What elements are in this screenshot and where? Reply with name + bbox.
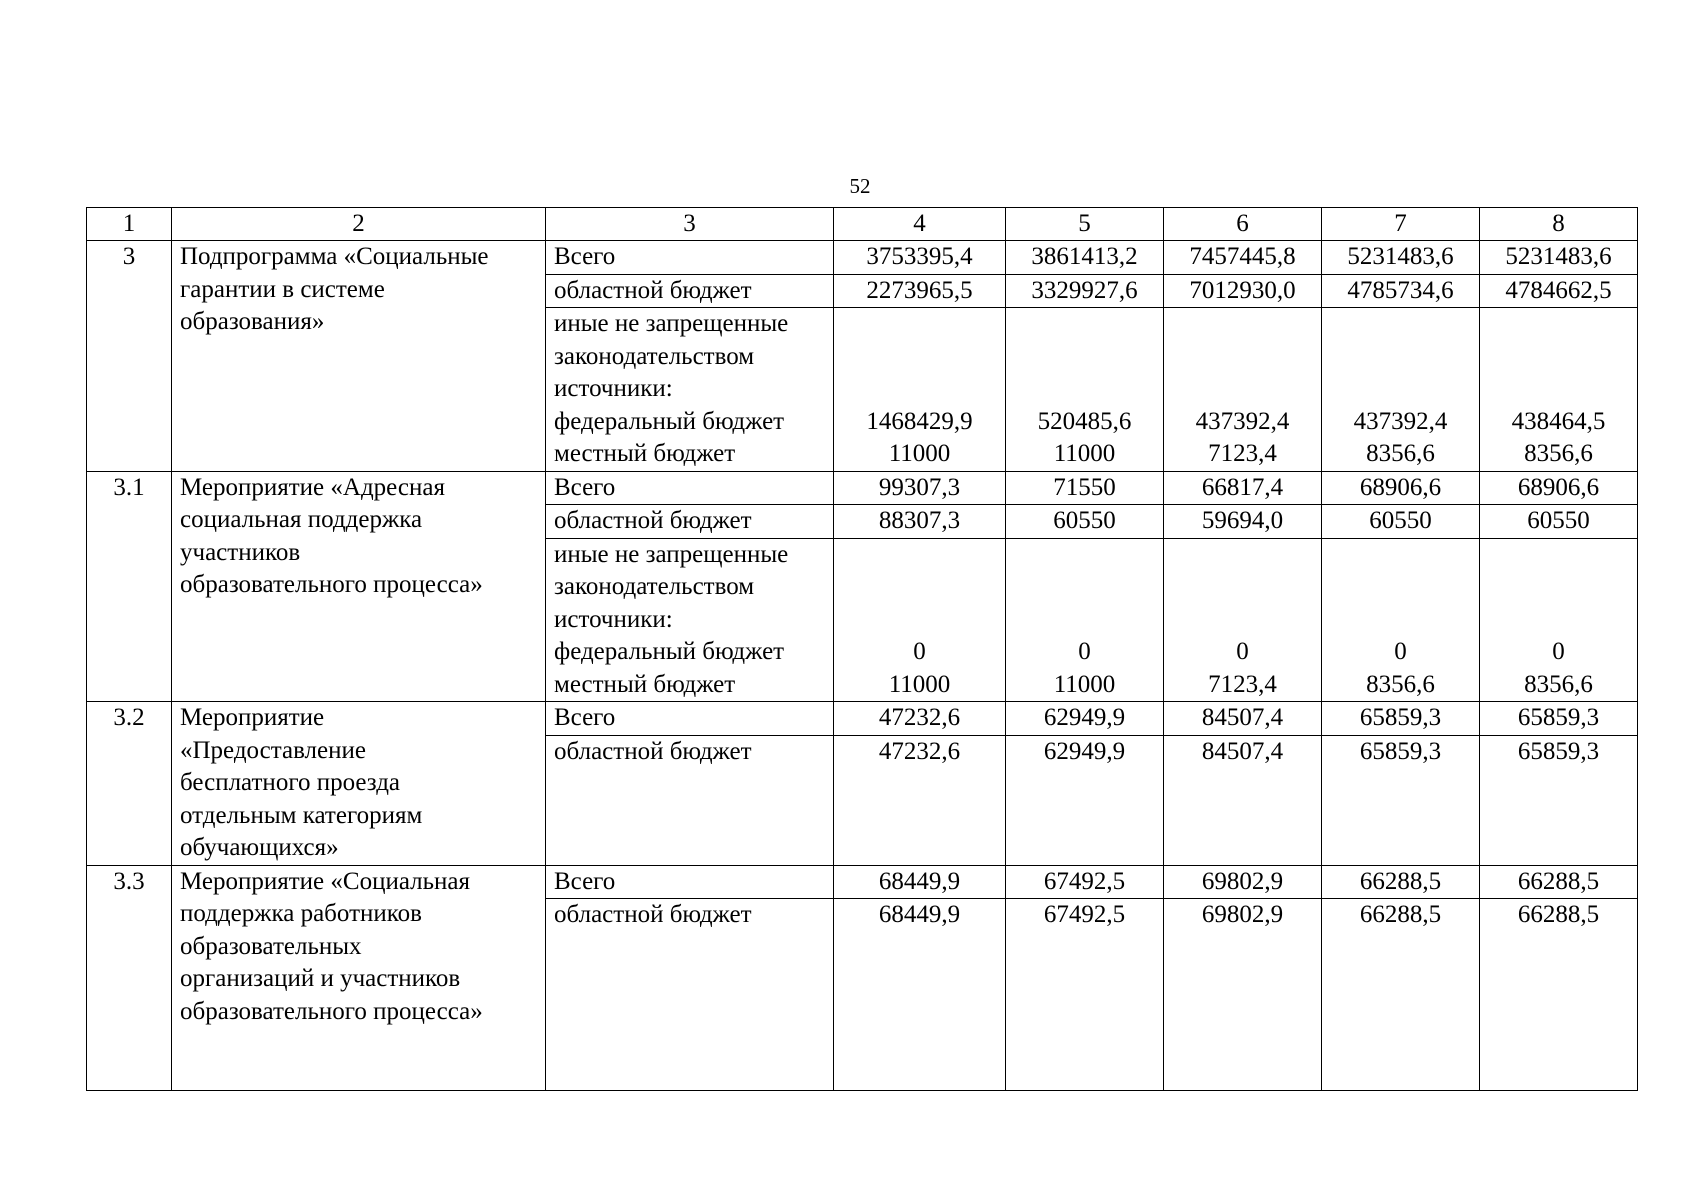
column-header: 5 (1006, 208, 1164, 241)
value-cell: 1468429,9 11000 (834, 308, 1006, 472)
program-name: Мероприятие «Социальная поддержка работников образовательных организаций и участников образовательного процесса» (172, 865, 546, 1090)
funding-source: иные не запрещенные законодательством источники: федеральный бюджет местный бюджет (546, 538, 834, 702)
column-header-row (87, 208, 1638, 241)
value-cell: 84507,4 (1164, 735, 1322, 865)
value-cell: 2273965,5 (834, 274, 1006, 308)
value-cell: 66288,5 (1480, 865, 1638, 899)
program-name: Мероприятие «Адресная социальная поддержка участников образовательного процесса» (172, 471, 546, 702)
column-header: 6 (1164, 208, 1322, 241)
program-name: Подпрограмма «Социальные гарантии в системе образования» (172, 241, 546, 472)
row-index: 3.3 (87, 865, 172, 1090)
value-cell: 62949,9 (1006, 702, 1164, 736)
budget-table (86, 207, 1638, 1091)
value-cell: 437392,4 8356,6 (1322, 308, 1480, 472)
value-cell: 88307,3 (834, 505, 1006, 539)
value-cell: 65859,3 (1480, 702, 1638, 736)
value-cell: 47232,6 (834, 702, 1006, 736)
value-cell: 59694,0 (1164, 505, 1322, 539)
column-header: 7 (1322, 208, 1480, 241)
value-cell: 71550 (1006, 471, 1164, 505)
funding-source: Всего (546, 702, 834, 736)
value-cell: 68449,9 (834, 865, 1006, 899)
value-cell: 60550 (1006, 505, 1164, 539)
table-row (87, 241, 1638, 275)
table-row (87, 471, 1638, 505)
value-cell: 0 8356,6 (1480, 538, 1638, 702)
value-cell: 7457445,8 (1164, 241, 1322, 275)
funding-source: областной бюджет (546, 899, 834, 1091)
value-cell: 520485,6 11000 (1006, 308, 1164, 472)
value-cell: 84507,4 (1164, 702, 1322, 736)
value-cell: 0 11000 (1006, 538, 1164, 702)
value-cell: 65859,3 (1480, 735, 1638, 865)
value-cell: 47232,6 (834, 735, 1006, 865)
value-cell: 5231483,6 (1480, 241, 1638, 275)
value-cell: 62949,9 (1006, 735, 1164, 865)
value-cell: 60550 (1480, 505, 1638, 539)
value-cell: 67492,5 (1006, 899, 1164, 1091)
value-cell: 66288,5 (1322, 865, 1480, 899)
value-cell: 0 11000 (834, 538, 1006, 702)
funding-source: областной бюджет (546, 505, 834, 539)
value-cell: 68906,6 (1322, 471, 1480, 505)
funding-source: областной бюджет (546, 735, 834, 865)
row-index: 3 (87, 241, 172, 472)
value-cell: 3861413,2 (1006, 241, 1164, 275)
value-cell: 99307,3 (834, 471, 1006, 505)
table-row (87, 865, 1638, 899)
column-header: 2 (172, 208, 546, 241)
funding-source: Всего (546, 865, 834, 899)
value-cell: 437392,4 7123,4 (1164, 308, 1322, 472)
value-cell: 7012930,0 (1164, 274, 1322, 308)
value-cell: 66288,5 (1322, 899, 1480, 1091)
column-header: 4 (834, 208, 1006, 241)
value-cell: 69802,9 (1164, 865, 1322, 899)
value-cell: 0 8356,6 (1322, 538, 1480, 702)
value-cell: 60550 (1322, 505, 1480, 539)
table-row (87, 702, 1638, 736)
value-cell: 3753395,4 (834, 241, 1006, 275)
value-cell: 66288,5 (1480, 899, 1638, 1091)
row-index: 3.2 (87, 702, 172, 866)
funding-source: Всего (546, 241, 834, 275)
value-cell: 66817,4 (1164, 471, 1322, 505)
value-cell: 3329927,6 (1006, 274, 1164, 308)
value-cell: 69802,9 (1164, 899, 1322, 1091)
value-cell: 5231483,6 (1322, 241, 1480, 275)
value-cell: 438464,5 8356,6 (1480, 308, 1638, 472)
column-header: 8 (1480, 208, 1638, 241)
value-cell: 65859,3 (1322, 702, 1480, 736)
program-name: Мероприятие «Предоставление бесплатного проезда отдельным категориям обучающихся» (172, 702, 546, 866)
value-cell: 68906,6 (1480, 471, 1638, 505)
page-number: 52 (849, 174, 871, 198)
funding-source: иные не запрещенные законодательством источники: федеральный бюджет местный бюджет (546, 308, 834, 472)
value-cell: 0 7123,4 (1164, 538, 1322, 702)
column-header: 3 (546, 208, 834, 241)
value-cell: 65859,3 (1322, 735, 1480, 865)
value-cell: 4785734,6 (1322, 274, 1480, 308)
column-header: 1 (87, 208, 172, 241)
value-cell: 68449,9 (834, 899, 1006, 1091)
row-index: 3.1 (87, 471, 172, 702)
funding-source: областной бюджет (546, 274, 834, 308)
value-cell: 67492,5 (1006, 865, 1164, 899)
value-cell: 4784662,5 (1480, 274, 1638, 308)
funding-source: Всего (546, 471, 834, 505)
